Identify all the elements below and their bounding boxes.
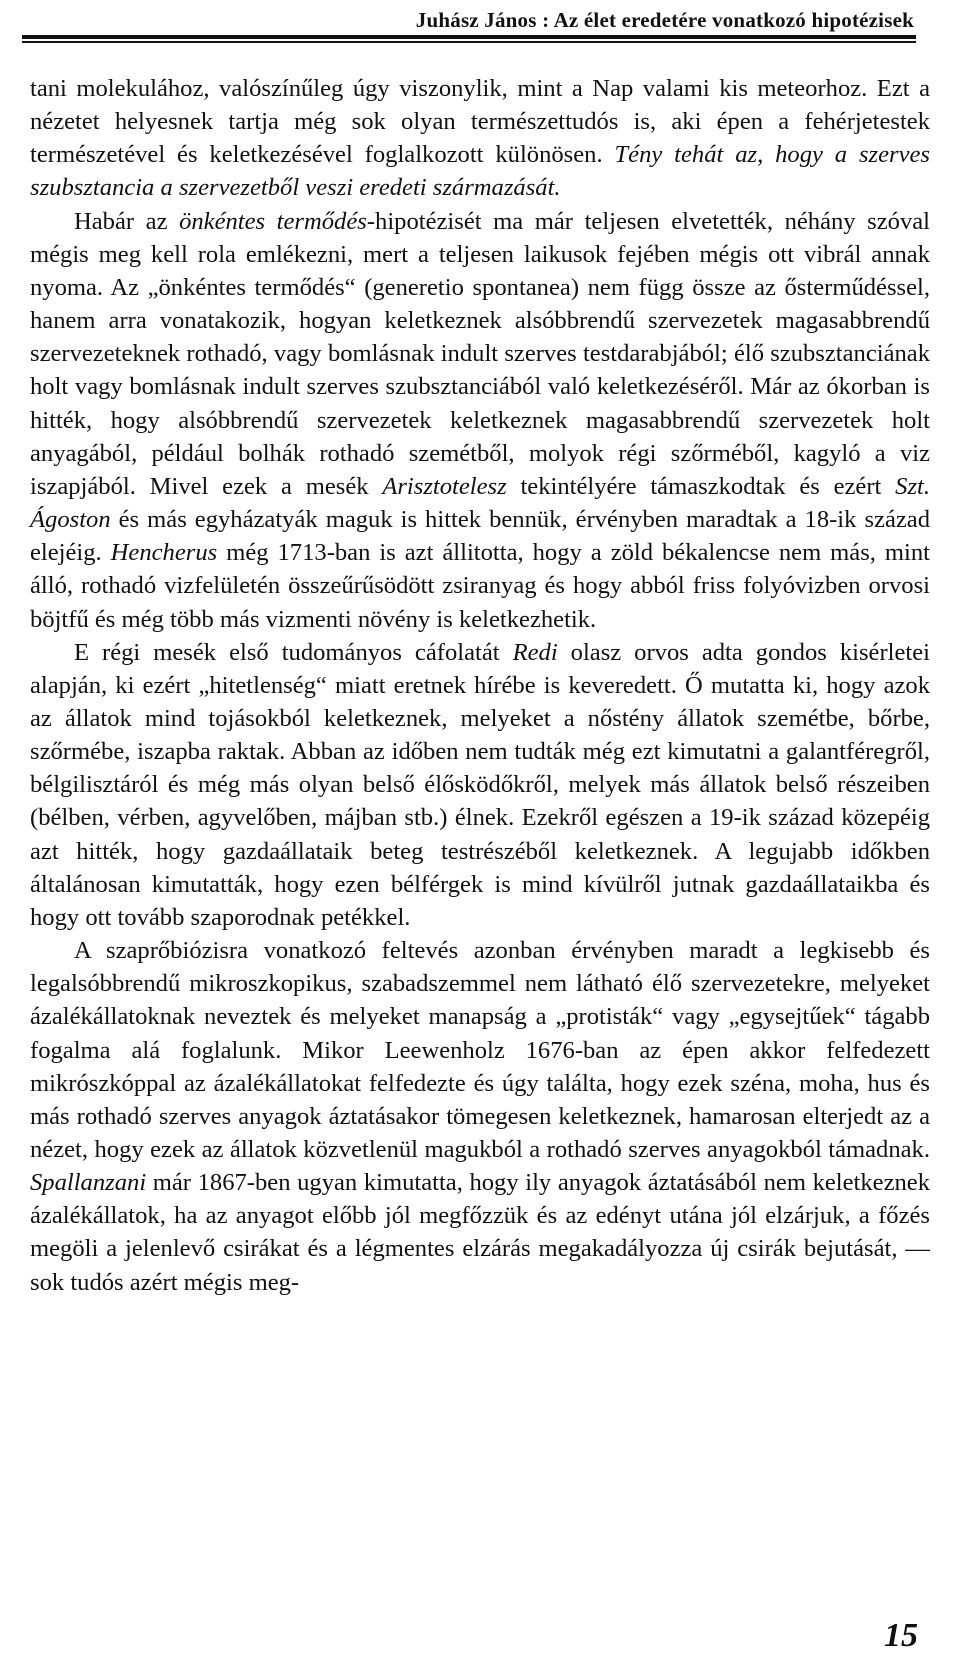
header-rule-thick bbox=[22, 35, 916, 39]
italic-run: Szt. Ágoston bbox=[30, 472, 931, 534]
text-run: -hipotézisét ma már teljesen elvetették, néhány szóval mégis meg kell rola emlékezni, mert a teljesen laikusok fejében mégis ott vibrál annak nyoma. Az „önkéntes termődés“ (generetio spontanea) nem függ össze az ősterműdéssel, hanem arra vonatakozik, hogyan keletkeznek alsóbbrendű szervezetek magasabbrendű szervezeteknek rothadó, vagy bomlásnak indult szerves testdarabjából; élő szubsztanciának holt vagy bomlásnak indult szerves szubsztanciából való keletkezéséről. Már az ókorban is hitték, hogy alsóbbrendű szervezetek keletkeznek magasabbrendű szervezetek holt anyagából, például bolhák rothadó szemétből, molyok régi szőrméből, kagyló a viz iszapjából. Mivel ezek a mesék bbox=[30, 207, 930, 500]
paragraph-1 bbox=[30, 72, 930, 205]
text-run: Habár az bbox=[74, 207, 180, 235]
text-run: már 1867-ben ugyan kimutatta, hogy ily anyagok áztatásából nem keletkeznek ázalékállatok, ha az anyagot előbb jól megfőzzük és az edényt utána jól elzárjuk, a főzés megöli a jelenlevő csirákat és a légmentes elzárás megakadályozza új csirák bejutását, — sok tudós azért mégis meg- bbox=[30, 1169, 930, 1296]
text-run: E régi mesék első tudományos cáfolatát bbox=[74, 638, 513, 666]
italic-run: önkéntes termődés bbox=[179, 207, 367, 235]
italic-run: Tény tehát az, hogy a szerves szubsztancia a szervezetből veszi eredeti származását. bbox=[30, 141, 930, 202]
text-run: tekintélyére támaszkodtak és ezért bbox=[506, 472, 896, 500]
text-run: és más egyházatyák maguk is hittek bennük, érvényben maradtak a 18-ik század elejéig. bbox=[30, 506, 930, 567]
header-title: Juhász János : Az élet eredetére vonatkozó hipotézisek bbox=[415, 8, 914, 32]
italic-run: Arisztotelesz bbox=[382, 472, 507, 500]
paragraph-2 bbox=[30, 205, 930, 636]
text-run: A szaprőbiózisra vonatkozó feltevés azonban érvényben maradt a legkisebb és legalsóbbrendű mikroszkopikus, szabadszemmel nem látható élő szervezetekre, melyeket ázalékállatoknak neveztek és melyeket manapság a „protisták“ vagy „egysejtűek“ tágabb fogalma alá foglalunk. Mikor Leewenholz 1676-ban az épen akkor felfedezett mikrószkóppal az ázalékállatokat felfedezte és úgy találta, hogy ezek széna, moha, hus és más rothadó szerves anyagok áztatásakor tömegesen keletkeznek, hamarosan elterjedt az a nézet, hogy ezek az állatok közvetlenül magukból a rothadó szerves anyagokból támadnak. bbox=[30, 937, 930, 1163]
italic-run: Hencherus bbox=[110, 539, 218, 567]
running-header bbox=[0, 0, 960, 44]
page-number: 15 bbox=[884, 1617, 918, 1654]
italic-run: Spallanzani bbox=[30, 1169, 147, 1197]
text-run: tani molekulához, valószínűleg úgy viszonylik, mint a Nap valami kis meteorhoz. Ezt a nézetet helyesnek tartja még sok olyan természettudós is, aki épen a fehérjetestek természetével és keletkezésével foglalkozott különösen. bbox=[30, 75, 930, 169]
text-run: olasz orvos adta gondos kisérletei alapján, ki ezért „hitetlenség“ miatt eretnek hírébe is keveredett. Ő mutatta ki, hogy azok az állatok mind tojásokból keletkeznek, melyeket a nőstény állatok szemétbe, bőrbe, szőrmébe, iszapba raktak. Abban az időben nem tudták még ezt kimutatni a galantféregről, bélgilisztáról és még más olyan belső élősködőkről, melyek más állatok belső részeiben (bélben, vérben, agyvelőben, májban stb.) élnek. Ezekről egészen a 19-ik század közepéig azt hitték, hogy gazdaállataik beteg testrészéből keletkeznek. A legujabb időkben általánosan kimutatták, hogy ezen bélférgek is mind kívülről jutnak gazdaállataikba és hogy ott tovább szaporodnak petékkel. bbox=[30, 638, 930, 931]
header-rule-thin bbox=[22, 41, 916, 43]
italic-run: Redi bbox=[512, 638, 558, 666]
paragraph-4 bbox=[30, 934, 930, 1299]
paragraph-3 bbox=[30, 636, 930, 934]
body-text bbox=[30, 72, 930, 1299]
text-run: még 1713-ban is azt állitotta, hogy a zöld békalencse nem más, mint álló, rothadó vizfelületén összeűrűsödött zsiranyag és hogy abból friss folyóvizben orvosi böjtfű és még több más vizmenti növény is keletkezhetik. bbox=[30, 539, 931, 633]
